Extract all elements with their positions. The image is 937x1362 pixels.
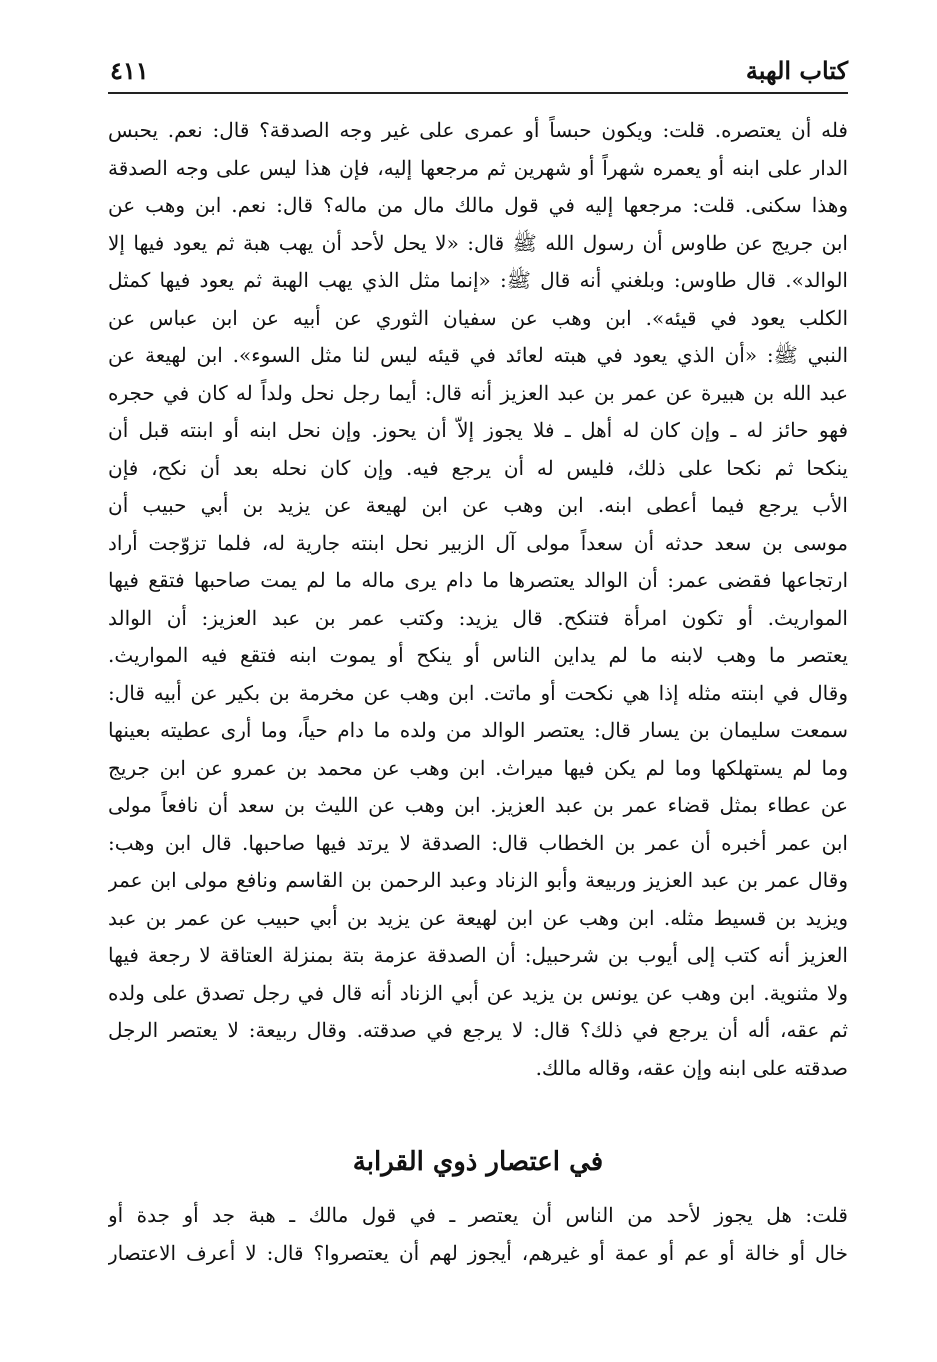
text-line: الدار على ابنه أو يعمره شهراً أو شهرين ثم مرجعها إليه، فإن هذا ليس على وجه الصدقة (108, 155, 848, 180)
page-header (108, 50, 848, 94)
text-line: ثم عقه، أله أن يرجع في ذلك؟ قال: لا يرجع في صدقته. وقال ربيعة: لا يعتصر الرجل (108, 1018, 848, 1042)
text-line: الأب يرجع فيما أعطى ابنه. ابن وهب عن ابن لهيعة عن يزيد بن أبي حبيب أن (108, 493, 848, 517)
text-line: الوالد». قال طاوس: وبلغني أنه قال ﷺ: «إنما مثل الذي يهب الهبة ثم يعود فيها كمثل (108, 268, 848, 292)
text-line: ارتجاعها فقضى عمر: أن الوالد يعتصرها ما دام يرى ماله ما لم يمت صاحبها فتقع فيها (108, 568, 848, 592)
text-line: وهذا سكنى. قلت: مرجعها إليه في قول مالك مال من ماله؟ قال: نعم. ابن وهب عن (108, 193, 848, 217)
text-line: العزيز أنه كتب إلى أيوب بن شرحبيل: أن الصدقة عزمة بتة بمنزلة العتاقة لا رجعة فيها (108, 943, 848, 967)
text-line: خال أو خالة أو عم أو عمة أو غيرهم، أيجوز لهم أن يعتصروا؟ قال: لا أعرف الاعتصار (108, 1240, 848, 1265)
text-line: عن عطاء بمثل قضاء عمر بن عبد العزيز. ابن وهب عن الليث بن سعد أن نافعاً مولى (108, 793, 848, 817)
text-line: سمعت سليمان بن يسار قال: يعتصر الوالد من ولده ما دام حياً، وما أرى عطيته بعينها (108, 718, 848, 742)
text-line: عبد الله بن هبيرة عن عمر بن عبد العزيز أنه قال: أيما رجل نحل ولداً له كان في حجره (108, 380, 848, 405)
text-line: موسى بن سعد حدثه أن سعداً مولى آل الزبير نحل ابنته جارية له، فلما تزوّجت أراد (108, 530, 848, 555)
text-line: صدقته على ابنه وإن عقه، وقاله مالك. (535, 1055, 848, 1080)
running-title: كتاب الهبة (745, 56, 848, 85)
text-line: فله أن يعتصره. قلت: ويكون حبساً أو عمرى على غير وجه الصدقة؟ قال: نعم. يحبس (108, 118, 848, 142)
text-line: قلت: هل يجوز لأحد من الناس أن يعتصر ـ في قول مالك ـ هبة جد أو جدة أو (108, 1203, 848, 1227)
text-line: ابن جريج عن طاوس أن رسول الله ﷺ قال: «لا يحل لأحد أن يهب هبة ثم يعود فيها إلا (108, 230, 848, 255)
text-line: ينكحا ثم نكحا على ذلك، فليس له أن يرجع فيه. وإن كان نحله بعد أن نكح، فإن (108, 455, 848, 480)
text-line: المواريث. أو تكون امرأة فتنكح. قال يزيد: وكتب عمر بن عبد العزيز: أن الوالد (108, 605, 848, 630)
text-line: يعتصر ما وهب لابنه ما لم يداين الناس أو ينكح أو يموت ابنه فتقع فيه المواريث. (108, 643, 848, 667)
section-heading: في اعتصار ذوي القرابة (352, 1147, 604, 1177)
text-line: الكلب يعود في قيئه». ابن وهب عن سفيان الثوري عن أبيه عن ابن عباس عن (108, 305, 848, 330)
text-line: ابن عمر أخبره أن عمر بن الخطاب قال: الصدقة لا يرتد فيها صاحبها. قال ابن وهب: (108, 830, 848, 855)
text-line: ولا مثنوية. ابن وهب عن يونس بن يزيد عن أبي الزناد أنه قال في رجل تصدق على ولده (108, 980, 848, 1005)
text-line: وقال عمر بن عبد العزيز وربيعة وأبو الزناد وعبد الرحمن بن القاسم ونافع مولى ابن عمر (108, 868, 848, 892)
text-line: النبي ﷺ: «أن الذي يعود في هبته لعائد في قيئه ليس لنا مثل السوء». ابن لهيعة عن (108, 343, 848, 367)
text-line: وقال في ابنته مثله إذا هي نكحت أو ماتت. ابن وهب عن مخرمة بن بكير عن أبيه قال: (108, 680, 848, 705)
text-line: ويزيد بن قسيط مثله. ابن وهب عن ابن لهيعة عن يزيد بن أبي حبيب عن عمر بن عبد (108, 905, 848, 930)
main-text (108, 112, 848, 1087)
page-number: ٤١١ (110, 56, 149, 85)
text-line: فهو حائز له ـ وإن كان له أهل ـ فلا يجوز إلاّ أن يحوز. وإن نحل ابنه أو ابنته قبل أن (108, 418, 848, 442)
text-line: وما لم يستهلكها وما لم يكن فيها ميراث. ابن وهب عن محمد بن عمرو عن ابن جريج (108, 755, 848, 780)
section-text (108, 1197, 848, 1272)
